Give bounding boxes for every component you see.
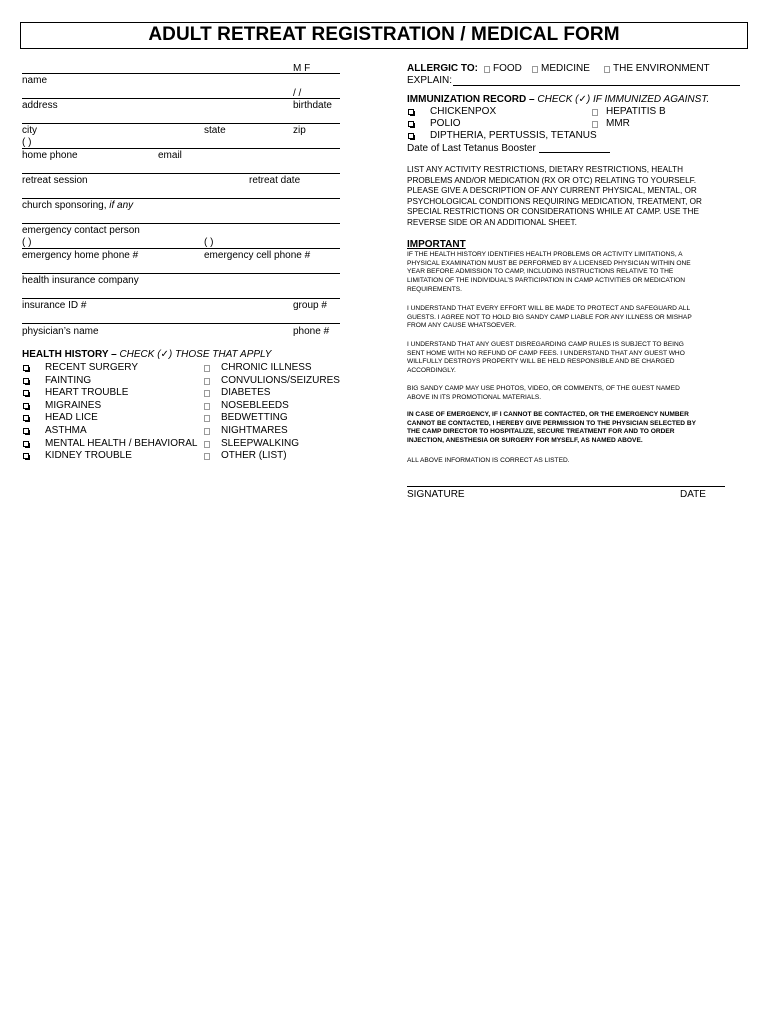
tetanus-booster-line[interactable] (539, 152, 610, 153)
allergic-to-label: ALLERGIC TO: (407, 63, 478, 74)
state-label: state (204, 125, 226, 136)
church-line[interactable] (22, 198, 340, 199)
insurance-id-label: insurance ID # (22, 300, 87, 311)
health-history-item: ASTHMA (45, 425, 87, 436)
title-box (20, 22, 748, 49)
explain-label: EXPLAIN: (407, 75, 453, 86)
health-history-title: HEALTH HISTORY – (22, 349, 117, 360)
hepatitis-b-label: HEPATITIS B (606, 106, 666, 117)
health-history-item: MENTAL HEALTH / BEHAVIORAL (45, 437, 198, 449)
health-history-checkbox[interactable] (23, 378, 29, 384)
emergency-phone-line[interactable] (22, 248, 340, 249)
health-history-item: NIGHTMARES (221, 425, 288, 436)
health-history-item: SLEEPWALKING (221, 437, 299, 449)
physician-name-label: physician’s name (22, 326, 99, 337)
health-history-checkbox[interactable] (23, 453, 29, 459)
insurance-company-line[interactable] (22, 273, 340, 274)
important-line: ABOVE IN ITS PROMOTIONAL MATERIALS. (407, 393, 542, 401)
health-history-checkbox[interactable] (204, 415, 210, 422)
gender-label: M F (293, 63, 311, 74)
health-history-item: HEART TROUBLE (45, 387, 129, 399)
emergency-cell-phone-label: emergency cell phone # (204, 250, 311, 261)
important-line: THE CAMP DIRECTOR TO HOSPITALIZE, SECURE TREATMENT FOR AND TO ORDER (407, 428, 675, 436)
important-line: PHYSICAL EXAMINATION MUST BE PERFORMED BY A LICENSED PHYSICIAN WITHIN ONE (407, 259, 691, 267)
retreat-session-label: retreat session (22, 175, 88, 186)
important-line: SENT HOME WITH NO REFUND OF CAMP FEES. I UNDERSTAND THAT ANY GUEST WHO (407, 349, 685, 357)
chickenpox-checkbox[interactable] (408, 109, 414, 115)
home-phone-label: home phone (22, 150, 78, 161)
health-history-instruction: CHECK (✓) THOSE THAT APPLY (119, 349, 272, 360)
church-label (22, 200, 133, 211)
health-history-item: CHRONIC ILLNESS (221, 362, 312, 373)
city-label: city (22, 125, 37, 136)
health-insurance-company-label: health insurance company (22, 275, 139, 286)
health-history-item: RECENT SURGERY (45, 362, 138, 373)
health-history-checkbox[interactable] (23, 428, 29, 434)
health-history-checkbox[interactable] (204, 365, 210, 372)
health-history-checkbox[interactable] (23, 441, 29, 447)
health-history-checkbox[interactable] (23, 365, 29, 371)
restrictions-line: SPECIAL RESTRICTIONS OR CONSIDERATIONS WHILE AT CAMP. USE THE (407, 207, 699, 217)
mmr-label: MMR (606, 118, 630, 129)
food-label: FOOD (493, 63, 522, 74)
dpt-label: DIPTHERIA, PERTUSSIS, TETANUS (430, 130, 597, 141)
health-history-checkbox[interactable] (204, 428, 210, 435)
health-history-item: HEAD LICE (45, 412, 98, 424)
retreat-line[interactable] (22, 173, 340, 174)
city-line[interactable] (22, 123, 340, 124)
important-line: IF THE HEALTH HISTORY IDENTIFIES HEALTH PROBLEMS OR ACTIVITY LIMITATIONS, A (407, 251, 683, 258)
phone-label: phone # (293, 326, 330, 337)
important-line: ACCORDINGLY. (407, 367, 456, 375)
health-history-checkbox[interactable] (204, 441, 210, 448)
food-checkbox[interactable] (484, 66, 490, 73)
important-heading: IMPORTANT (407, 239, 466, 250)
emergency-contact-line[interactable] (22, 223, 340, 224)
home-phone-line[interactable] (22, 148, 340, 149)
area-code-parens: ( ) (22, 137, 32, 148)
signature-label: SIGNATURE (407, 489, 465, 500)
important-line: BIG SANDY CAMP MAY USE PHOTOS, VIDEO, OR COMMENTS, OF THE GUEST NAMED (407, 385, 680, 392)
health-history-item: DIABETES (221, 387, 271, 399)
health-history-item: NOSEBLEEDS (221, 399, 289, 411)
form-title: ADULT RETREAT REGISTRATION / MEDICAL FORM (148, 24, 620, 45)
zip-label: zip (293, 125, 306, 136)
environment-checkbox[interactable] (604, 66, 610, 73)
dpt-checkbox[interactable] (408, 133, 414, 139)
restrictions-line: REVERSE SIDE OR AN ADDITIONAL SHEET. (407, 218, 577, 227)
health-history-checkbox[interactable] (23, 390, 29, 396)
important-paragraph-6: ALL ABOVE INFORMATION IS CORRECT AS LISTED. (407, 457, 570, 464)
important-line: I UNDERSTAND THAT EVERY EFFORT WILL BE MADE TO PROTECT AND SAFEGUARD ALL (407, 305, 691, 312)
important-line: I UNDERSTAND THAT ANY GUEST DISREGARDING CAMP RULES IS SUBJECT TO BEING (407, 341, 684, 348)
health-history-checkbox[interactable] (204, 378, 210, 385)
important-line: CANNOT BE CONTACTED, I HEREBY GIVE PERMISSION TO THE PHYSICIAN SELECTED BY (407, 419, 697, 427)
health-history-heading (22, 349, 271, 360)
important-line: LIMITATION OF THE INDIVIDUAL’S PARTICIPATION IN CAMP ACTIVITIES OR MEDICATION (407, 277, 686, 285)
immunization-heading (407, 94, 709, 105)
mmr-checkbox[interactable] (592, 121, 598, 128)
church-if-any: if any (109, 200, 134, 211)
important-line: YEAR BEFORE ADMISSION TO CAMP, INCLUDING INSTRUCTIONS RELATIVE TO THE (407, 268, 674, 276)
immunization-instruction: CHECK (✓) IF IMMUNIZED AGAINST. (537, 94, 710, 105)
health-history-item: MIGRAINES (45, 399, 102, 411)
birthdate-slashes: / / (293, 88, 302, 99)
important-line: IN CASE OF EMERGENCY, IF I CANNOT BE CONTACTED, OR THE EMERGENCY NUMBER (407, 411, 689, 418)
medicine-checkbox[interactable] (532, 66, 538, 73)
explain-line[interactable] (453, 85, 740, 86)
retreat-date-label: retreat date (249, 175, 301, 186)
restrictions-line: PLEASE GIVE A DESCRIPTION OF ANY CURRENT PHYSICAL, MENTAL, OR (407, 186, 697, 196)
address-line[interactable] (22, 98, 340, 99)
restrictions-line: PSYCHOLOGICAL CONDITIONS REQUIRING MEDICATION, TREATMENT, OR (407, 196, 702, 206)
allergy-row (407, 63, 478, 74)
hepatitis-b-checkbox[interactable] (592, 109, 598, 116)
name-line[interactable] (22, 73, 340, 74)
emergency-contact-label: emergency contact person (22, 225, 140, 236)
emergency-home-phone-label: emergency home phone # (22, 250, 139, 261)
email-label: email (158, 150, 182, 161)
group-label: group # (293, 300, 327, 311)
restrictions-line: PROBLEMS AND/OR MEDICATION (RX OR OTC) RELATING TO YOURSELF. (407, 175, 697, 185)
address-label: address (22, 100, 58, 111)
health-history-checkbox[interactable] (23, 415, 29, 421)
insurance-id-line[interactable] (22, 298, 340, 299)
important-line: WILLFULLY DESTROYS PROPERTY WILL BE HELD RESPONSIBLE AND BE CHARGED (407, 358, 675, 366)
date-label: DATE (680, 489, 706, 500)
birthdate-label: birthdate (293, 100, 332, 111)
medicine-label: MEDICINE (541, 63, 590, 74)
signature-line[interactable] (407, 486, 725, 487)
emergency-area-code-2: ( ) (204, 237, 214, 248)
important-line: FROM ANY CAUSE WHATSOEVER. (407, 322, 516, 330)
important-line: INJECTION, ANESTHESIA OR SURGERY FOR MYSELF, AS NAMED ABOVE. (407, 437, 643, 445)
emergency-area-code-1: ( ) (22, 237, 32, 248)
health-history-checkbox[interactable] (23, 403, 29, 409)
chickenpox-label: CHICKENPOX (430, 106, 497, 117)
tetanus-booster-label: Date of Last Tetanus Booster (407, 143, 536, 154)
physician-line[interactable] (22, 323, 340, 324)
immunization-title: IMMUNIZATION RECORD – (407, 94, 535, 105)
health-history-item: BEDWETTING (221, 412, 288, 424)
polio-label: POLIO (430, 118, 461, 129)
important-line: GUESTS. I AGREE NOT TO HOLD BIG SANDY CAMP LIABLE FOR ANY ILLNESS OR MISHAP (407, 313, 692, 321)
important-line: REQUIREMENTS. (407, 285, 462, 293)
health-history-item: KIDNEY TROUBLE (45, 450, 132, 462)
health-history-checkbox[interactable] (204, 453, 210, 460)
restrictions-line: LIST ANY ACTIVITY RESTRICTIONS, DIETARY RESTRICTIONS, HEALTH (407, 165, 684, 174)
health-history-checkbox[interactable] (204, 390, 210, 397)
health-history-item: FAINTING (45, 374, 92, 386)
name-label: name (22, 75, 48, 86)
polio-checkbox[interactable] (408, 121, 414, 127)
church-sponsoring-text: church sponsoring, (22, 200, 107, 211)
environment-label: THE ENVIRONMENT (613, 63, 710, 74)
health-history-item: OTHER (LIST) (221, 450, 287, 462)
health-history-item: CONVULIONS/SEIZURES (221, 374, 340, 386)
health-history-checkbox[interactable] (204, 403, 210, 410)
